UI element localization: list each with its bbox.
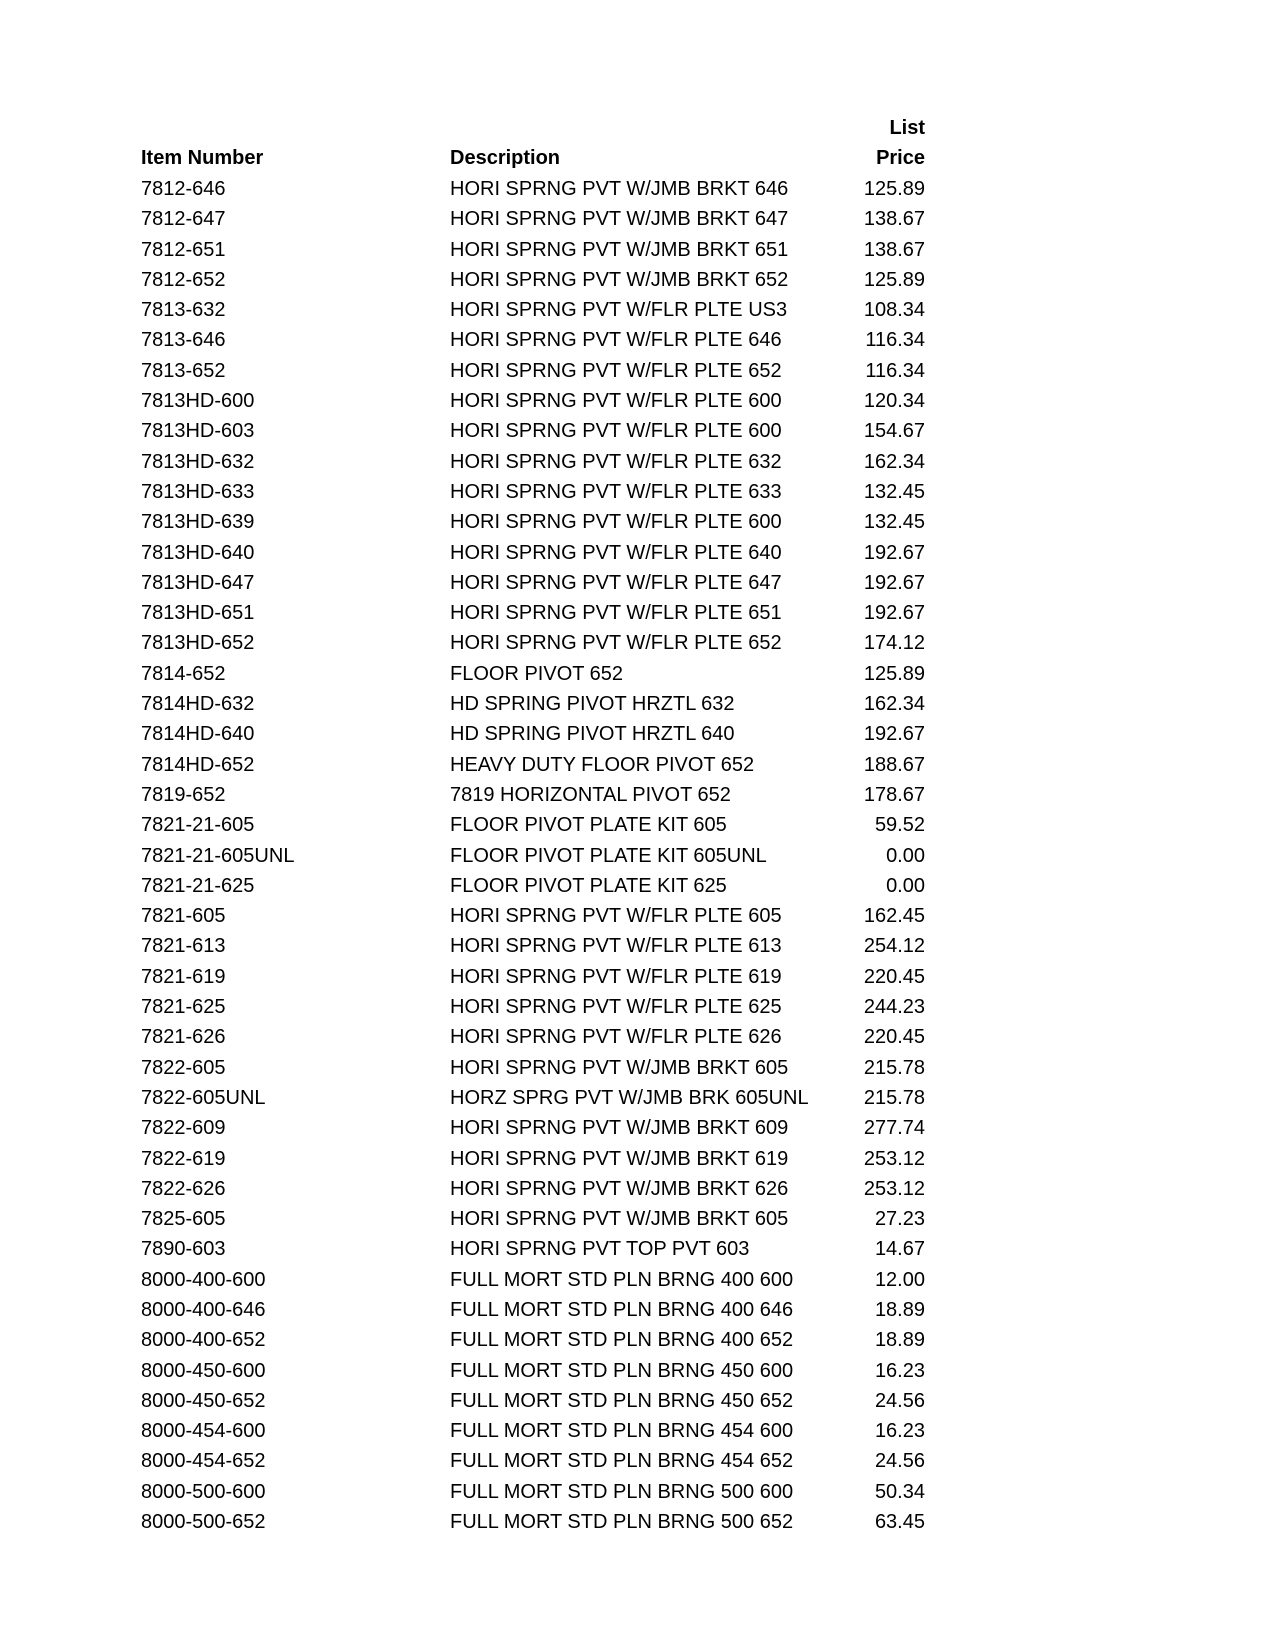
header-list-price [800, 113, 925, 173]
table-row [0, 416, 1275, 446]
item-number-cell: 7822-605 [141, 1056, 226, 1079]
table-row [0, 568, 1275, 598]
description-cell: HORI SPRNG PVT W/JMB BRKT 651 [450, 238, 789, 261]
table-row [0, 447, 1275, 477]
table-row [0, 1113, 1275, 1143]
table-row [0, 810, 1275, 840]
description-cell: HD SPRING PIVOT HRZTL 640 [450, 723, 735, 746]
item-number-cell: 8000-450-652 [141, 1389, 266, 1412]
item-number-cell: 7821-21-605 [141, 814, 255, 837]
list-price-cell: 108.34 [863, 299, 925, 322]
table-row [0, 659, 1275, 689]
description-cell: HORI SPRNG PVT W/FLR PLTE 605 [450, 905, 782, 928]
item-number-cell: 8000-500-600 [141, 1480, 266, 1503]
list-price-cell: 0.00 [886, 844, 925, 867]
table-row [0, 598, 1275, 628]
description-cell: FULL MORT STD PLN BRNG 454 600 [450, 1420, 794, 1443]
table-row [0, 1507, 1275, 1537]
description-cell: HORI SPRNG PVT W/FLR PLTE 652 [450, 632, 782, 655]
description-cell: HORI SPRNG PVT TOP PVT 603 [450, 1238, 750, 1261]
list-price-cell: 220.45 [863, 1026, 925, 1049]
item-number-cell: 7813-632 [141, 299, 226, 322]
description-cell: FULL MORT STD PLN BRNG 450 600 [450, 1359, 794, 1382]
item-number-cell: 8000-400-646 [141, 1298, 266, 1321]
table-row [0, 235, 1275, 265]
description-cell: HORI SPRNG PVT W/FLR PLTE 640 [450, 541, 782, 564]
list-price-cell: 162.34 [863, 450, 925, 473]
table-row [0, 750, 1275, 780]
item-number-cell: 8000-400-652 [141, 1329, 266, 1352]
item-number-cell: 7822-626 [141, 1177, 226, 1200]
table-row [0, 719, 1275, 749]
table-row [0, 1144, 1275, 1174]
item-number-cell: 7813-652 [141, 359, 226, 382]
item-number-cell: 8000-400-600 [141, 1268, 266, 1291]
item-number-cell: 7813HD-651 [141, 602, 255, 625]
description-cell: FLOOR PIVOT 652 [450, 662, 624, 685]
list-price-cell: 125.89 [863, 178, 925, 200]
header-list-price-line2: Price [876, 147, 925, 169]
item-number-cell: 8000-450-600 [141, 1359, 266, 1382]
description-cell: FULL MORT STD PLN BRNG 450 652 [450, 1389, 794, 1412]
list-price-cell: 162.45 [863, 905, 925, 928]
list-price-cell: 120.34 [863, 390, 925, 413]
item-number-cell: 7812-652 [141, 268, 226, 291]
list-price-cell: 138.67 [863, 238, 925, 261]
item-number-cell: 7821-626 [141, 1026, 226, 1049]
item-number-cell: 8000-454-600 [141, 1420, 266, 1443]
item-number-cell: 7813HD-639 [141, 511, 255, 534]
list-price-cell: 154.67 [863, 420, 925, 443]
item-number-cell: 7813HD-603 [141, 420, 255, 443]
table-row [0, 1356, 1275, 1386]
list-price-cell: 138.67 [863, 208, 925, 231]
item-number-cell: 7822-609 [141, 1117, 226, 1140]
description-cell: FLOOR PIVOT PLATE KIT 625 [450, 874, 727, 897]
list-price-cell: 162.34 [863, 693, 925, 716]
item-number-cell: 7813-646 [141, 329, 226, 352]
list-price-cell: 16.23 [874, 1420, 925, 1443]
table-row [0, 931, 1275, 961]
table-row [0, 204, 1275, 234]
description-cell: HORI SPRNG PVT W/FLR PLTE 600 [450, 511, 782, 534]
item-number-cell: 7821-613 [141, 935, 226, 958]
description-cell: FLOOR PIVOT PLATE KIT 605UNL [450, 844, 767, 867]
item-number-cell: 7813HD-633 [141, 480, 255, 503]
item-number-cell: 7813HD-632 [141, 450, 255, 473]
table-row [0, 477, 1275, 507]
list-price-cell: 24.56 [874, 1450, 925, 1473]
list-price-cell: 18.89 [874, 1329, 925, 1352]
table-row [0, 1325, 1275, 1355]
list-price-cell: 0.00 [886, 874, 925, 897]
description-cell: FULL MORT STD PLN BRNG 400 646 [450, 1298, 794, 1321]
item-number-cell: 7814HD-640 [141, 723, 255, 746]
item-number-cell: 7812-651 [141, 238, 226, 261]
item-number-cell: 7821-619 [141, 965, 226, 988]
list-price-cell: 14.67 [874, 1238, 925, 1261]
list-price-cell: 192.67 [863, 571, 925, 594]
list-price-cell: 116.34 [865, 329, 925, 352]
item-number-cell: 7890-603 [141, 1238, 226, 1261]
list-price-cell: 18.89 [874, 1298, 925, 1321]
table-row [0, 1022, 1275, 1052]
description-cell: FULL MORT STD PLN BRNG 500 600 [450, 1480, 794, 1503]
list-price-cell: 27.23 [874, 1208, 925, 1231]
table-row [0, 386, 1275, 416]
description-cell: HORZ SPRG PVT W/JMB BRK 605UNL [450, 1086, 809, 1109]
table-row [0, 780, 1275, 810]
list-price-cell: 12.00 [874, 1268, 925, 1291]
table-row [0, 1446, 1275, 1476]
description-cell: HORI SPRNG PVT W/FLR PLTE US3 [450, 299, 788, 322]
description-cell: HORI SPRNG PVT W/JMB BRKT 605 [450, 1208, 789, 1231]
table-row [0, 174, 1275, 204]
table-row [0, 356, 1275, 386]
description-cell: HD SPRING PIVOT HRZTL 632 [450, 693, 735, 716]
header-item-number: Item Number [141, 147, 264, 169]
item-number-cell: 7819-652 [141, 783, 226, 806]
description-cell: HORI SPRNG PVT W/FLR PLTE 651 [450, 602, 782, 625]
description-cell: HORI SPRNG PVT W/JMB BRKT 647 [450, 208, 789, 231]
list-price-cell: 215.78 [863, 1056, 925, 1079]
description-cell: HORI SPRNG PVT W/FLR PLTE 626 [450, 1026, 782, 1049]
item-number-cell: 7813HD-652 [141, 632, 255, 655]
list-price-cell: 50.34 [874, 1480, 925, 1503]
description-cell: FULL MORT STD PLN BRNG 400 652 [450, 1329, 794, 1352]
item-number-cell: 7812-646 [141, 178, 226, 200]
description-cell: FULL MORT STD PLN BRNG 454 652 [450, 1450, 794, 1473]
item-number-cell: 7821-21-605UNL [141, 844, 295, 867]
table-row [0, 871, 1275, 901]
description-cell: 7819 HORIZONTAL PIVOT 652 [450, 783, 731, 806]
table-row [0, 1295, 1275, 1325]
description-cell: HORI SPRNG PVT W/FLR PLTE 647 [450, 571, 782, 594]
description-cell: HORI SPRNG PVT W/FLR PLTE 613 [450, 935, 782, 958]
table-row [0, 1083, 1275, 1113]
item-number-cell: 7813HD-647 [141, 571, 255, 594]
list-price-cell: 220.45 [863, 965, 925, 988]
item-number-cell: 7825-605 [141, 1208, 226, 1231]
item-number-cell: 7821-625 [141, 996, 226, 1019]
table-row [0, 295, 1275, 325]
list-price-cell: 215.78 [863, 1086, 925, 1109]
list-price-cell: 132.45 [863, 480, 925, 503]
item-number-cell: 8000-500-652 [141, 1511, 266, 1534]
table-row [0, 1265, 1275, 1295]
table-row [0, 1477, 1275, 1507]
item-number-cell: 8000-454-652 [141, 1450, 266, 1473]
item-number-cell: 7821-605 [141, 905, 226, 928]
list-price-cell: 116.34 [865, 359, 925, 382]
description-cell: HORI SPRNG PVT W/FLR PLTE 600 [450, 390, 782, 413]
description-cell: FULL MORT STD PLN BRNG 500 652 [450, 1511, 794, 1534]
item-number-cell: 7822-619 [141, 1147, 226, 1170]
table-row [0, 962, 1275, 992]
description-cell: HORI SPRNG PVT W/FLR PLTE 652 [450, 359, 782, 382]
table-row [0, 1174, 1275, 1204]
item-number-cell: 7821-21-625 [141, 874, 255, 897]
table-row [0, 992, 1275, 1022]
list-price-cell: 192.67 [863, 602, 925, 625]
list-price-cell: 188.67 [863, 753, 925, 776]
price-list-rows [0, 174, 1275, 1537]
list-price-cell: 244.23 [863, 996, 925, 1019]
table-row [0, 265, 1275, 295]
list-price-cell: 63.45 [874, 1511, 925, 1534]
table-row [0, 1053, 1275, 1083]
table-row [0, 538, 1275, 568]
description-cell: HORI SPRNG PVT W/JMB BRKT 652 [450, 268, 789, 291]
table-row [0, 841, 1275, 871]
table-row [0, 1386, 1275, 1416]
table-row [0, 325, 1275, 355]
header-description: Description [450, 147, 561, 169]
list-price-cell: 125.89 [863, 268, 925, 291]
description-cell: HEAVY DUTY FLOOR PIVOT 652 [450, 753, 755, 776]
table-row [0, 689, 1275, 719]
item-number-cell: 7814HD-652 [141, 753, 255, 776]
header-list-price-line1: List [889, 117, 925, 139]
list-price-cell: 192.67 [863, 723, 925, 746]
list-price-cell: 16.23 [874, 1359, 925, 1382]
list-price-cell: 132.45 [863, 511, 925, 534]
table-row [0, 1416, 1275, 1446]
item-number-cell: 7812-647 [141, 208, 226, 231]
item-number-cell: 7813HD-600 [141, 390, 255, 413]
list-price-cell: 192.67 [863, 541, 925, 564]
list-price-cell: 125.89 [863, 662, 925, 685]
item-number-cell: 7814HD-632 [141, 693, 255, 716]
list-price-cell: 59.52 [874, 814, 925, 837]
table-row [0, 901, 1275, 931]
list-price-cell: 178.67 [863, 783, 925, 806]
table-row [0, 628, 1275, 658]
description-cell: HORI SPRNG PVT W/JMB BRKT 605 [450, 1056, 789, 1079]
item-number-cell: 7814-652 [141, 662, 226, 685]
description-cell: HORI SPRNG PVT W/FLR PLTE 632 [450, 450, 782, 473]
list-price-cell: 174.12 [863, 632, 925, 655]
description-cell: FULL MORT STD PLN BRNG 400 600 [450, 1268, 794, 1291]
description-cell: HORI SPRNG PVT W/FLR PLTE 619 [450, 965, 782, 988]
description-cell: HORI SPRNG PVT W/FLR PLTE 633 [450, 480, 782, 503]
list-price-cell: 24.56 [874, 1389, 925, 1412]
description-cell: FLOOR PIVOT PLATE KIT 605 [450, 814, 727, 837]
list-price-cell: 277.74 [863, 1117, 925, 1140]
description-cell: HORI SPRNG PVT W/FLR PLTE 625 [450, 996, 782, 1019]
description-cell: HORI SPRNG PVT W/JMB BRKT 619 [450, 1147, 789, 1170]
table-row [0, 507, 1275, 537]
description-cell: HORI SPRNG PVT W/JMB BRKT 609 [450, 1117, 789, 1140]
list-price-cell: 254.12 [863, 935, 925, 958]
description-cell: HORI SPRNG PVT W/FLR PLTE 600 [450, 420, 782, 443]
description-cell: HORI SPRNG PVT W/JMB BRKT 646 [450, 178, 789, 200]
description-cell: HORI SPRNG PVT W/FLR PLTE 646 [450, 329, 782, 352]
item-number-cell: 7822-605UNL [141, 1086, 266, 1109]
list-price-cell: 253.12 [863, 1147, 925, 1170]
table-row [0, 1204, 1275, 1234]
table-row [0, 1234, 1275, 1264]
item-number-cell: 7813HD-640 [141, 541, 255, 564]
description-cell: HORI SPRNG PVT W/JMB BRKT 626 [450, 1177, 789, 1200]
list-price-cell: 253.12 [863, 1177, 925, 1200]
